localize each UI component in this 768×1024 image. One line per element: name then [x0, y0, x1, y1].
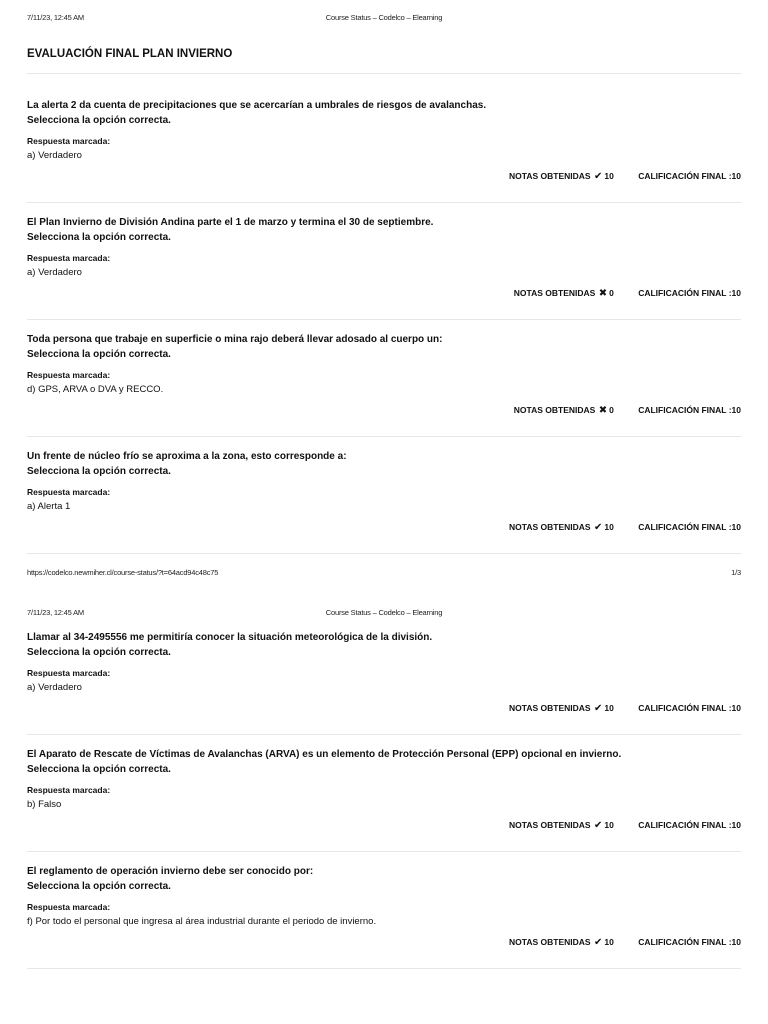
marked-answer: a) Verdadero [27, 150, 82, 161]
marked-answer: a) Alerta 1 [27, 501, 71, 512]
answer-label: Respuesta marcada: [27, 902, 111, 912]
question-text [27, 449, 741, 479]
answer-label: Respuesta marcada: [27, 136, 111, 146]
check-icon: ✔ [593, 937, 603, 948]
print-header [27, 608, 741, 620]
cross-icon: ✖ [598, 288, 608, 299]
question-item [27, 215, 741, 320]
calificacion-final: CALIFICACIÓN FINAL :10 [638, 405, 741, 415]
evaluation-title: EVALUACIÓN FINAL PLAN INVIERNO [27, 48, 741, 74]
question-item [27, 747, 741, 852]
question-statement: El reglamento de operación invierno debe ser conocido por: [27, 866, 314, 877]
calificacion-final: CALIFICACIÓN FINAL :10 [638, 820, 741, 830]
notas-label: NOTAS OBTENIDAS [509, 937, 591, 947]
question-item [27, 449, 741, 554]
print-url: https://codelco.newmiher.cl/course-status/?t=64acd94c48c75 [27, 568, 219, 577]
question-instruction: Selecciona la opción correcta. [27, 115, 171, 126]
notas-obtenidas [509, 703, 614, 714]
check-icon: ✔ [593, 703, 603, 714]
question-item [27, 332, 741, 437]
notas-score: 10 [604, 820, 614, 830]
notas-obtenidas [514, 405, 614, 416]
notas-obtenidas [514, 288, 614, 299]
question-scores [509, 937, 741, 948]
question-scores [514, 405, 741, 416]
question-scores [509, 171, 741, 182]
answer-label: Respuesta marcada: [27, 487, 111, 497]
question-statement: El Plan Invierno de División Andina parte el 1 de marzo y termina el 30 de septiembre. [27, 217, 434, 228]
notas-label: NOTAS OBTENIDAS [509, 171, 591, 181]
question-statement: Llamar al 34-2495556 me permitiría conocer la situación meteorológica de la división. [27, 632, 433, 643]
question-instruction: Selecciona la opción correcta. [27, 232, 171, 243]
print-date: 7/11/23, 12:45 AM [27, 608, 84, 617]
marked-answer: d) GPS, ARVA o DVA y RECCO. [27, 384, 164, 395]
evaluation-content [27, 630, 741, 969]
notas-label: NOTAS OBTENIDAS [513, 405, 596, 415]
notas-score: 0 [609, 288, 614, 298]
question-scores [514, 288, 741, 299]
notas-score: 0 [609, 405, 614, 415]
marked-answer: a) Verdadero [27, 682, 82, 693]
calificacion-final: CALIFICACIÓN FINAL :10 [638, 171, 741, 181]
print-page-title: Course Status – Codelco – Elearning [325, 13, 443, 22]
question-text [27, 332, 741, 362]
question-statement: El Aparato de Rescate de Víctimas de Avalanchas (ARVA) es un elemento de Protección Personal (EPP) opcional en invierno. [27, 749, 622, 760]
question-statement: Un frente de núcleo frío se aproxima a la zona, esto corresponde a: [27, 451, 347, 462]
question-statement: Toda persona que trabaje en superficie o mina rajo deberá llevar adosado al cuerpo un: [27, 334, 443, 345]
calificacion-final: CALIFICACIÓN FINAL :10 [638, 288, 741, 298]
notas-label: NOTAS OBTENIDAS [513, 288, 596, 298]
print-header [27, 13, 741, 25]
check-icon: ✔ [593, 820, 603, 831]
notas-score: 10 [604, 937, 614, 947]
print-footer [27, 568, 741, 580]
question-item [27, 630, 741, 735]
check-icon: ✔ [593, 171, 603, 182]
print-page-2 [0, 598, 768, 1024]
question-scores [509, 703, 741, 714]
question-text [27, 215, 741, 245]
question-text [27, 864, 741, 894]
notas-score: 10 [604, 171, 614, 181]
answer-label: Respuesta marcada: [27, 785, 111, 795]
question-statement: La alerta 2 da cuenta de precipitaciones que se acercarían a umbrales de riesgos de avalanchas. [27, 100, 487, 111]
marked-answer: f) Por todo el personal que ingresa al área industrial durante el periodo de invierno. [27, 916, 377, 927]
check-icon: ✔ [593, 522, 603, 533]
notas-label: NOTAS OBTENIDAS [509, 703, 591, 713]
question-text [27, 747, 741, 777]
cross-icon: ✖ [598, 405, 608, 416]
answer-label: Respuesta marcada: [27, 370, 111, 380]
notas-label: NOTAS OBTENIDAS [509, 522, 591, 532]
question-text [27, 98, 741, 128]
print-date: 7/11/23, 12:45 AM [27, 13, 84, 22]
notas-score: 10 [604, 703, 614, 713]
marked-answer: a) Verdadero [27, 267, 82, 278]
notas-obtenidas [509, 522, 614, 533]
question-text [27, 630, 741, 660]
question-item [27, 98, 741, 203]
marked-answer: b) Falso [27, 799, 62, 810]
question-instruction: Selecciona la opción correcta. [27, 466, 171, 477]
answer-label: Respuesta marcada: [27, 668, 111, 678]
calificacion-final: CALIFICACIÓN FINAL :10 [638, 937, 741, 947]
calificacion-final: CALIFICACIÓN FINAL :10 [638, 522, 741, 532]
answer-label: Respuesta marcada: [27, 253, 111, 263]
calificacion-final: CALIFICACIÓN FINAL :10 [638, 703, 741, 713]
notas-obtenidas [509, 171, 614, 182]
question-instruction: Selecciona la opción correcta. [27, 881, 171, 892]
print-page-number: 1/3 [731, 568, 741, 577]
print-page-title: Course Status – Codelco – Elearning [325, 608, 443, 617]
question-instruction: Selecciona la opción correcta. [27, 764, 171, 775]
question-instruction: Selecciona la opción correcta. [27, 647, 171, 658]
question-instruction: Selecciona la opción correcta. [27, 349, 171, 360]
question-scores [509, 522, 741, 533]
notas-obtenidas [509, 937, 614, 948]
notas-obtenidas [509, 820, 614, 831]
notas-label: NOTAS OBTENIDAS [509, 820, 591, 830]
evaluation-content [27, 48, 741, 554]
question-item [27, 864, 741, 969]
question-scores [509, 820, 741, 831]
notas-score: 10 [604, 522, 614, 532]
